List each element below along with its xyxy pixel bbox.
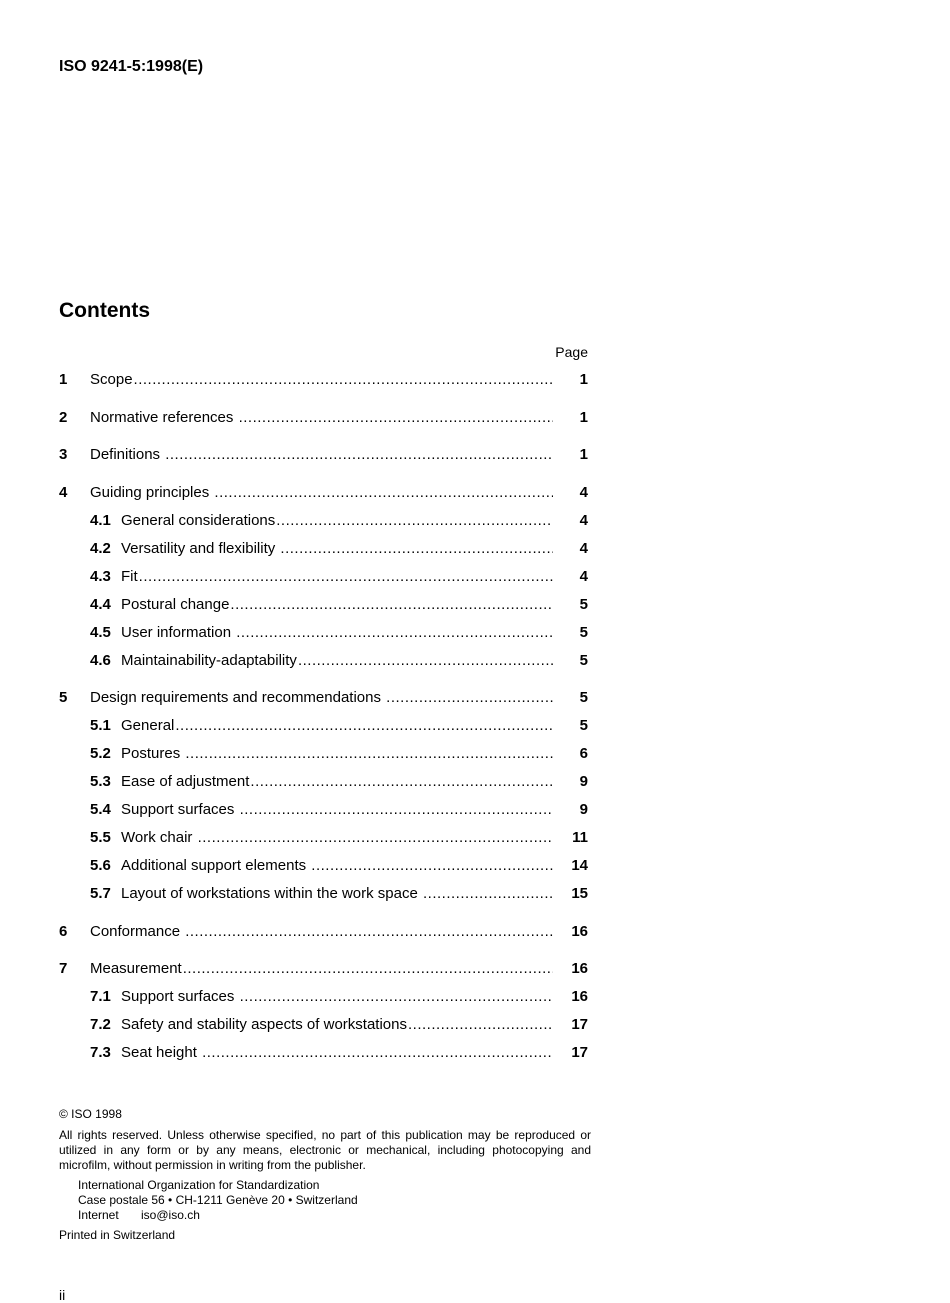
toc-entry-leader <box>121 507 553 535</box>
toc-entry <box>59 507 588 535</box>
toc-entry-title: Postures <box>121 745 185 762</box>
rights-statement: All rights reserved. Unless otherwise specified, no part of this publication may be reproduced or utilized in any form or by any means, electronic or mechanical, including photocopying and microfilm, without permission in writing from the publisher. <box>59 1128 591 1172</box>
toc-entry-title: Layout of workstations within the work space <box>121 885 422 902</box>
toc-entry-leader <box>121 563 553 591</box>
toc-entry-title: Versatility and flexibility <box>121 539 280 557</box>
toc-entry-number: 5.5 <box>90 829 111 846</box>
table-of-contents <box>59 366 588 1067</box>
document-id: ISO 9241-5:1998(E) <box>59 58 204 75</box>
toc-entry-title: Definitions <box>90 446 165 463</box>
toc-entry-number: 5.3 <box>90 773 111 790</box>
toc-entry-number: 5.4 <box>90 801 111 818</box>
toc-entry-page: 6 <box>579 745 588 762</box>
toc-entry-title: Conformance <box>90 922 185 940</box>
toc-entry-number: 5.2 <box>90 745 111 762</box>
toc-entry-page: 15 <box>571 885 588 902</box>
toc-entry-number: 4.5 <box>90 623 111 641</box>
toc-entry-page: 9 <box>579 773 588 790</box>
toc-entry-leader <box>121 647 553 675</box>
toc-entry-number: 3 <box>59 446 68 463</box>
toc-entry-page: 11 <box>572 829 588 846</box>
toc-entry <box>59 880 588 908</box>
toc-entry-title: General considerations <box>121 511 276 529</box>
toc-entry <box>59 441 588 469</box>
toc-entry-leader <box>90 955 553 983</box>
toc-entry-title: Scope <box>90 371 133 388</box>
toc-entry-leader <box>121 852 553 880</box>
toc-entry-leader <box>121 740 553 768</box>
copyright-block <box>59 1107 591 1243</box>
toc-entry-number: 4.2 <box>90 539 111 557</box>
toc-entry-title: Additional support elements <box>121 857 311 874</box>
contents-heading: Contents <box>59 299 150 322</box>
internet-contact <box>78 1208 591 1223</box>
toc-entry <box>59 768 588 796</box>
toc-entry-title: Support surfaces <box>121 988 239 1005</box>
toc-entry-title: Postural change <box>121 595 230 613</box>
publisher-address <box>59 1178 591 1223</box>
toc-entry <box>59 366 588 394</box>
toc-entry <box>59 647 588 675</box>
toc-entry-page: 17 <box>571 1044 588 1061</box>
toc-entry <box>59 983 588 1011</box>
toc-entry-title: General <box>121 717 175 734</box>
toc-entry <box>59 740 588 768</box>
toc-entry-page: 4 <box>579 483 588 501</box>
toc-entry-page: 5 <box>579 689 588 706</box>
toc-entry-leader <box>121 1011 553 1039</box>
toc-entry-number: 2 <box>59 408 68 426</box>
toc-entry-number: 4.1 <box>90 511 111 529</box>
toc-entry-leader <box>121 796 553 824</box>
toc-entry-page: 17 <box>571 1016 588 1033</box>
toc-entry-number: 1 <box>59 371 68 388</box>
toc-entry-title: Support surfaces <box>121 801 239 818</box>
toc-entry-number: 5 <box>59 689 68 706</box>
toc-entry-title: Seat height <box>121 1044 202 1061</box>
toc-entry <box>59 796 588 824</box>
toc-entry-page: 1 <box>579 408 588 426</box>
toc-entry-page: 5 <box>579 595 588 613</box>
toc-entry <box>59 404 588 432</box>
toc-entry-page: 14 <box>571 857 588 874</box>
toc-entry-page: 1 <box>579 371 588 388</box>
toc-entry-leader <box>90 479 553 507</box>
toc-entry-number: 4 <box>59 483 68 501</box>
toc-entry-number: 5.6 <box>90 857 111 874</box>
toc-entry-leader <box>121 824 553 852</box>
toc-entry <box>59 591 588 619</box>
toc-entry-page: 9 <box>579 801 588 818</box>
toc-entry-leader <box>121 1039 553 1067</box>
toc-entry-leader <box>90 441 553 469</box>
toc-entry-leader <box>121 983 553 1011</box>
copyright-notice: © ISO 1998 <box>59 1107 122 1121</box>
page-column-label: Page <box>555 344 588 360</box>
toc-entry <box>59 563 588 591</box>
toc-entry-page: 16 <box>571 988 588 1005</box>
toc-entry <box>59 1039 588 1067</box>
toc-entry-number: 4.4 <box>90 595 111 613</box>
toc-entry-page: 4 <box>579 567 588 585</box>
toc-entry <box>59 712 588 740</box>
toc-entry-page: 5 <box>579 623 588 641</box>
toc-entry-page: 4 <box>579 539 588 557</box>
toc-entry-number: 4.6 <box>90 651 111 669</box>
toc-entry <box>59 1011 588 1039</box>
toc-entry-number: 4.3 <box>90 567 111 585</box>
toc-entry-leader <box>90 684 553 712</box>
toc-entry-title: Design requirements and recommendations <box>90 689 386 706</box>
toc-entry-number: 7.3 <box>90 1044 111 1061</box>
toc-entry-title: Measurement <box>90 960 182 977</box>
toc-entry-title: Safety and stability aspects of workstations <box>121 1016 407 1033</box>
toc-entry-leader <box>90 404 553 432</box>
toc-entry-leader <box>121 591 553 619</box>
toc-entry-number: 5.1 <box>90 717 111 734</box>
printed-in: Printed in Switzerland <box>59 1228 176 1242</box>
toc-entry <box>59 684 588 712</box>
toc-entry-number: 7.1 <box>90 988 111 1005</box>
toc-entry-title: Maintainability-adaptability <box>121 651 297 669</box>
organization-name: International Organization for Standardization <box>78 1178 320 1192</box>
toc-entry-number: 6 <box>59 922 68 940</box>
toc-entry-title: Work chair <box>121 829 197 846</box>
toc-entry-leader <box>121 619 553 647</box>
toc-entry-leader <box>121 712 553 740</box>
toc-entry-page: 16 <box>571 922 588 940</box>
toc-entry-leader <box>121 535 553 563</box>
postal-address: Case postale 56 • CH-1211 Genève 20 • Switzerland <box>78 1193 358 1207</box>
toc-entry-title: Ease of adjustment <box>121 773 250 790</box>
toc-entry <box>59 852 588 880</box>
page-number: ii <box>59 1287 66 1303</box>
toc-entry-title: User information <box>121 623 236 641</box>
toc-entry-number: 7.2 <box>90 1016 111 1033</box>
toc-entry-page: 5 <box>579 651 588 669</box>
toc-entry <box>59 535 588 563</box>
toc-entry-leader <box>90 918 553 946</box>
toc-entry-leader <box>121 768 553 796</box>
toc-entry-page: 4 <box>579 511 588 529</box>
internet-email: iso@iso.ch <box>141 1208 200 1222</box>
toc-entry <box>59 918 588 946</box>
toc-entry-page: 5 <box>579 717 588 734</box>
toc-entry-leader <box>90 366 553 394</box>
internet-label: Internet <box>78 1208 119 1222</box>
toc-entry-title: Fit <box>121 567 138 585</box>
toc-entry-number: 7 <box>59 960 68 977</box>
toc-entry-title: Normative references <box>90 408 238 426</box>
toc-entry-title: Guiding principles <box>90 483 214 501</box>
toc-entry <box>59 619 588 647</box>
toc-entry-leader <box>121 880 553 908</box>
toc-entry-page: 1 <box>579 446 588 463</box>
toc-entry-number: 5.7 <box>90 885 111 902</box>
toc-entry <box>59 955 588 983</box>
toc-entry-page: 16 <box>571 960 588 977</box>
toc-entry <box>59 479 588 507</box>
toc-entry <box>59 824 588 852</box>
